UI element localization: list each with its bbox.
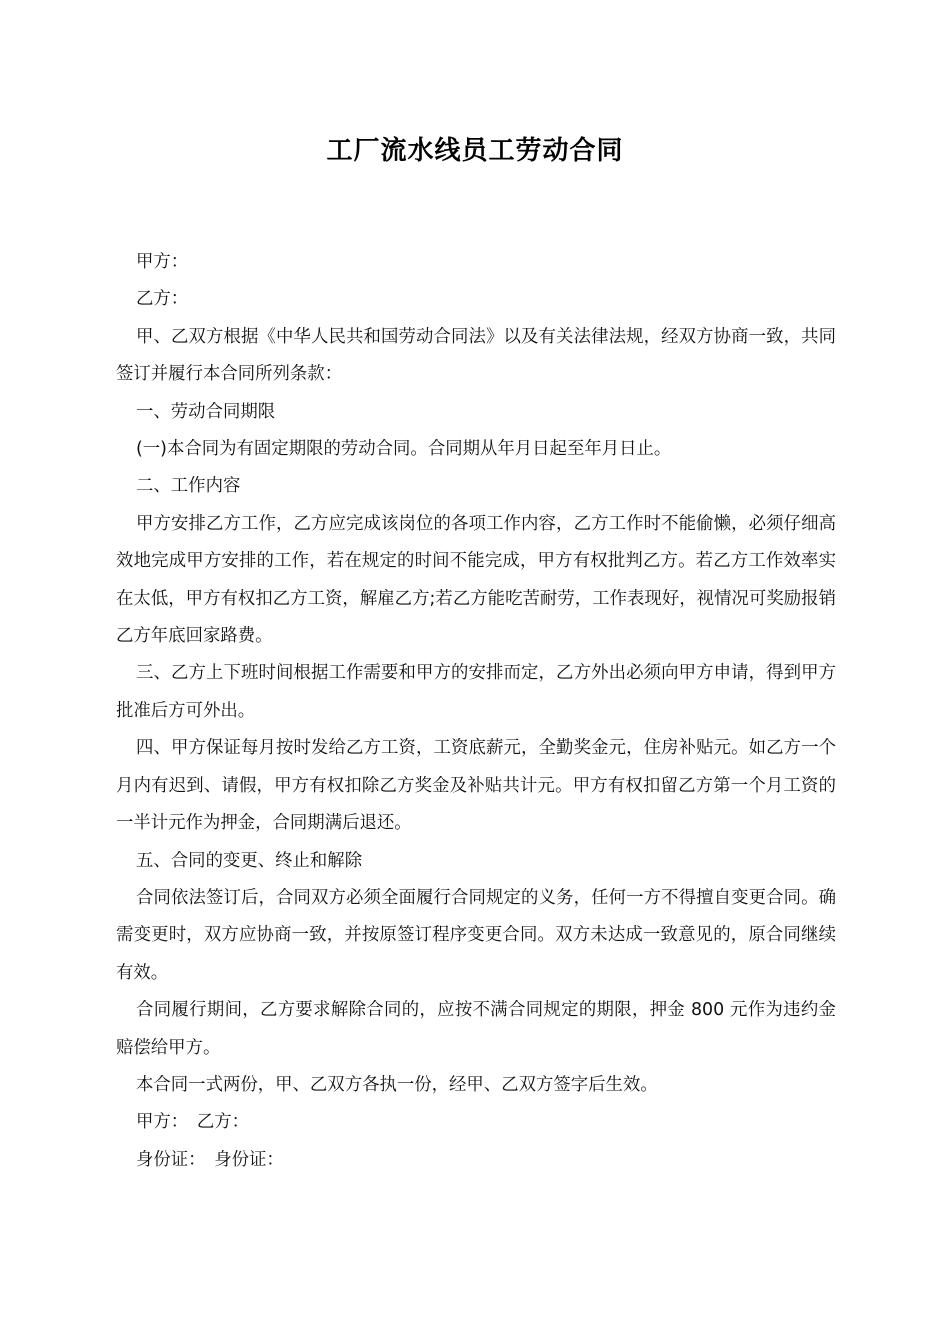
preamble-paragraph: 甲、乙双方根据《中华人民共和国劳动合同法》以及有关法律法规，经双方协商一致，共同签订并履行本合同所列条款：	[116, 326, 836, 385]
copies-paragraph: 本合同一式两份，甲、乙双方各执一份，经甲、乙双方签字后生效。	[136, 1074, 658, 1095]
section-heading-changes: 五、合同的变更、终止和解除	[136, 850, 363, 871]
termination-paragraph: 合同履行期间，乙方要求解除合同的，应按不满合同规定的期限，押金 800 元作为违约金赔偿给甲方。	[116, 1000, 836, 1058]
id-card-line: 身份证： 身份证：	[136, 1149, 284, 1170]
working-hours-paragraph: 三、乙方上下班时间根据工作需要和甲方的安排而定，乙方外出必须向甲方申请，得到甲方批准后方可外出。	[116, 663, 836, 721]
wages-paragraph: 四、甲方保证每月按时发给乙方工资，工资底薪元，全勤奖金元，住房补贴元。如乙方一个月内有迟到、请假，甲方有权扣除乙方奖金及补贴共计元。甲方有权扣留乙方第一个月工资的一半计元作为押金，合同期满后退还。	[116, 738, 836, 834]
signature-line: 甲方： 乙方：	[136, 1112, 250, 1133]
party-b-line: 乙方：	[136, 289, 189, 310]
party-a-line: 甲方：	[136, 252, 189, 272]
contract-body	[116, 244, 836, 1179]
term-clause: (一)本合同为有固定期限的劳动合同。合同期从年月日起至年月日止。	[136, 439, 672, 460]
document-title: 工厂流水线员工劳动合同	[326, 136, 624, 166]
work-content-paragraph: 甲方安排乙方工作，乙方应完成该岗位的各项工作内容，乙方工作时不能偷懒，必须仔细高效地完成甲方安排的工作，若在规定的时间不能完成，甲方有权批判乙方。若乙方工作效率实在太低，甲方有权扣乙方工资，解雇乙方;若乙方能吃苦耐劳，工作表现好，视情况可奖励报销乙方年底回家路费。	[116, 513, 836, 647]
section-heading-term: 一、劳动合同期限	[136, 401, 276, 422]
changes-paragraph: 合同依法签订后，合同双方必须全面履行合同规定的义务，任何一方不得擅自变更合同。确需变更时，双方应协商一致，并按原签订程序变更合同。双方未达成一致意见的，原合同继续有效。	[116, 887, 836, 983]
section-heading-work: 二、工作内容	[136, 476, 241, 497]
